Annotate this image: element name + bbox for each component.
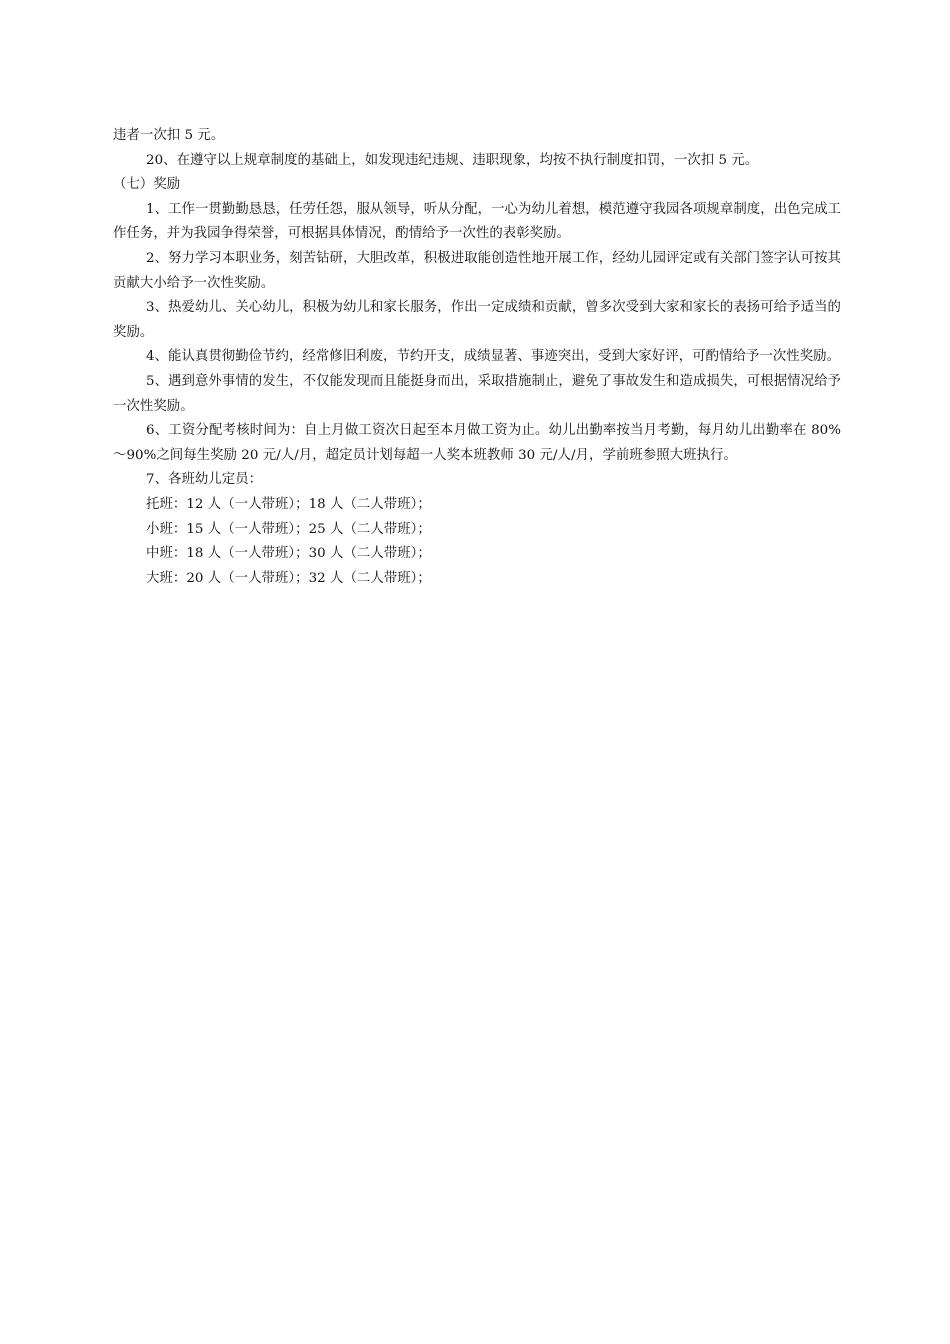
paragraph-reward-3: 3、热爱幼儿、关心幼儿，积极为幼儿和家长服务，作出一定成绩和贡献，曾多次受到大家和家长的表扬可给予适当的奖励。 <box>113 300 841 340</box>
section-heading-rewards: （七）奖励 <box>113 177 181 193</box>
paragraph-reward-6: 6、工资分配考核时间为：自上月做工资次日起至本月做工资为止。幼儿出勤率按当月考勤，每月幼儿出勤率在 80%～90%之间每生奖励 20 元/人/月，超定员计划每超一人奖本班教师 30 元/人/月，学前班参照大班执行。 <box>113 423 841 463</box>
quota-line-nursery: 托班：12 人（一人带班）；18 人（二人带班）； <box>146 496 431 512</box>
paragraph-reward-7: 7、各班幼儿定员： <box>146 472 263 488</box>
paragraph-reward-5: 5、遇到意外事情的发生，不仅能发现而且能挺身而出，采取措施制止，避免了事故发生和造成损失，可根据情况给予一次性奖励。 <box>113 373 841 414</box>
quota-line-middle: 中班：18 人（一人带班）；30 人（二人带班）； <box>146 546 431 562</box>
paragraph-reward-1: 1、工作一贯勤勤恳恳，任劳任怨，服从领导，听从分配，一心为幼儿着想，模范遵守我园各项规章制度，出色完成工作任务，并为我园争得荣誉，可根据具体情况，酌情给予一次性的表彰奖励。 <box>113 201 841 242</box>
paragraph-rule-20: 20、在遵守以上规章制度的基础上，如发现违纪违规、违职现象，均按不执行制度扣罚，一次扣 5 元。 <box>146 152 759 168</box>
quota-line-small: 小班：15 人（一人带班）；25 人（二人带班）； <box>146 521 431 537</box>
quota-line-large: 大班：20 人（一人带班）；32 人（二人带班）； <box>146 570 431 586</box>
paragraph-penalty-continuation: 违者一次扣 5 元。 <box>113 128 225 143</box>
paragraph-reward-2: 2、努力学习本职业务，刻苦钻研，大胆改革，积极进取能创造性地开展工作，经幼儿园评定或有关部门签字认可按其贡献大小给予一次性奖励。 <box>113 250 841 291</box>
document-body <box>113 124 841 591</box>
paragraph-reward-4: 4、能认真贯彻勤俭节约，经常修旧利废，节约开支，成绩显著、事迹突出，受到大家好评，可酌情给予一次性奖励。 <box>146 349 841 365</box>
